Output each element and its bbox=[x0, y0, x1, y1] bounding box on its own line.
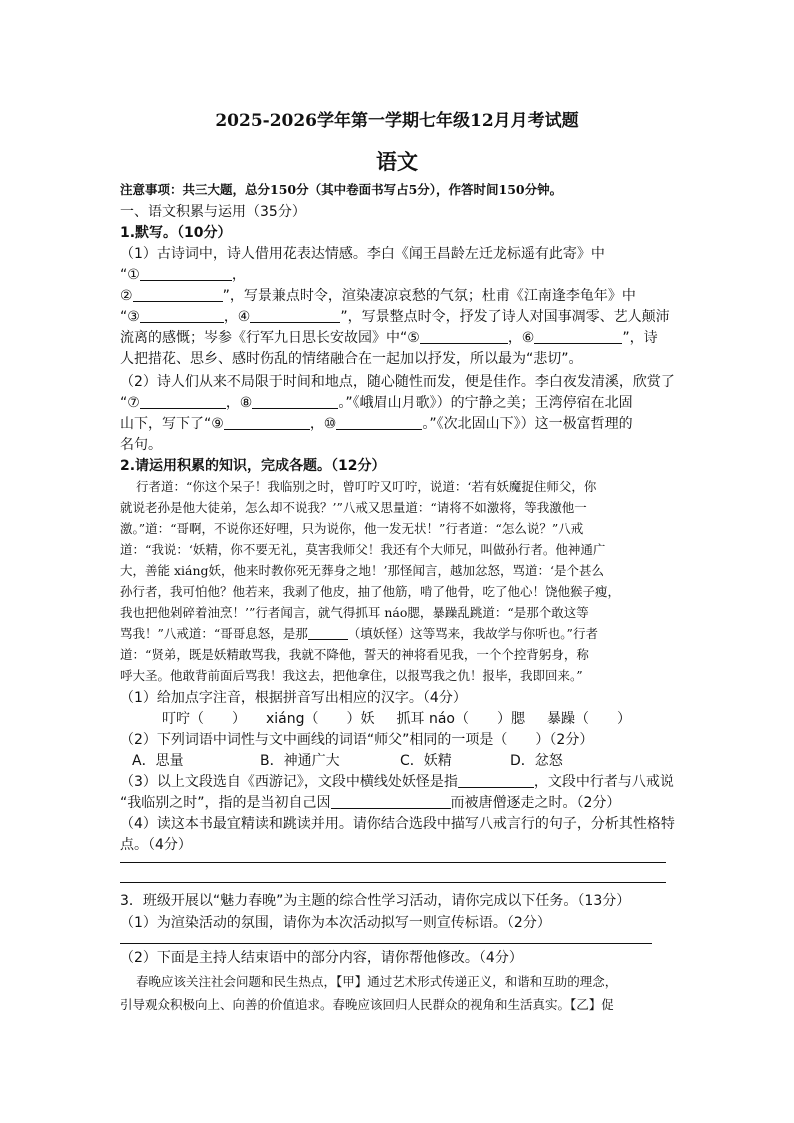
blank-label-4: ，④ bbox=[223, 309, 251, 325]
option-a[interactable]: A．思量 bbox=[132, 753, 184, 769]
q2-sub3-text-a: （3）以上文段选自《西游记》，文段中横线处妖怪是指 bbox=[120, 774, 458, 790]
q1-p2-text-a: 。”《峨眉山月歌》）的宁静之美；王湾停宿在北固 bbox=[338, 395, 633, 411]
blank-2[interactable] bbox=[133, 287, 223, 302]
slogan-answer-line[interactable] bbox=[120, 943, 652, 944]
q2-sub4-line1: （4）读这本书最宜精读和跳读并用。请你结合选段中描写八戒言行的句子，分析其性格特 bbox=[120, 816, 675, 832]
q1-p1-line1: （1）古诗词中，诗人借用花表达情感。李白《闻王昌龄左迁龙标遥有此寄》中 bbox=[120, 246, 605, 262]
q2-sub3-blank-2[interactable] bbox=[331, 794, 451, 809]
option-d[interactable]: D．忿怒 bbox=[510, 753, 563, 769]
q2-sub4-line2: 点。（4分） bbox=[120, 837, 192, 853]
answer-line-1[interactable] bbox=[120, 862, 666, 863]
blank-6[interactable] bbox=[534, 329, 622, 344]
q1-p2-line3 bbox=[120, 414, 633, 434]
passage-line-6: 孙行者，我可怕他？他若来，我剥了他皮，抽了他筋，啃了他骨，吃了他心！饶他猴子瘦， bbox=[120, 584, 621, 599]
pinyin-item-4[interactable]: 暴躁（ ） bbox=[546, 711, 631, 727]
blank-label-7: “⑦ bbox=[120, 395, 140, 411]
passage-line-4: 道：“我说：‘妖精，你不要无礼，莫害我师父！我还有个大师兄，叫做孙行者。他神通广 bbox=[120, 542, 606, 557]
blank-label-5: 流离的感慨；岑参《行军九日思长安故园》中“⑤ bbox=[120, 330, 420, 346]
q2-heading: 2.请运用积累的知识，完成各题。（12分） bbox=[120, 458, 386, 474]
q2-sub3-text-b: ，文段中行者与八戒说 bbox=[533, 774, 674, 790]
notice: 注意事项：共三大题，总分150分（其中卷面书写占5分），作答时间150分钟。 bbox=[120, 182, 563, 197]
q3-sub2: （2）下面是主持人结束语中的部分内容，请你帮他修改。（4分） bbox=[120, 950, 523, 966]
q1-p2-line2 bbox=[120, 393, 633, 413]
q3-heading: 3．班级开展以“魅力春晚”为主题的综合性学习活动，请你完成以下任务。（13分） bbox=[120, 893, 631, 909]
q2-sub3-line1 bbox=[120, 772, 674, 792]
answer-line-2[interactable] bbox=[120, 882, 666, 883]
q3-sub1: （1）为渲染活动的氛围，请你为本次活动拟写一则宣传标语。（2分） bbox=[120, 915, 551, 931]
q1-p1-text-c: ”，诗 bbox=[622, 330, 658, 346]
passage-line-3: 激。”道：“哥啊，不说你还好哩，只为说你，他一发无状！”行者道：“怎么说？”八戒 bbox=[120, 521, 584, 536]
q1-p1-text-a: ”，写景兼点时令，渲染凄凉哀愁的气氛；杜甫《江南逢李龟年》中 bbox=[222, 288, 636, 304]
exam-title: 2025-2026学年第一学期七年级12月月考试题 bbox=[215, 111, 579, 131]
blank-label-6: ，⑥ bbox=[507, 330, 535, 346]
blank-label-10: ，⑩ bbox=[309, 416, 337, 432]
q1-p1-line6: 人把措花、思乡、感时伤乱的情绪融合在一起加以抒发，所以最为“悲切”。 bbox=[120, 351, 583, 367]
blank-4[interactable] bbox=[250, 308, 340, 323]
passage-line-8b: （填妖怪）这等骂来，我故学与你听也。”行者 bbox=[347, 626, 598, 641]
passage-line-8 bbox=[120, 624, 598, 644]
passage-line-8a: 骂我！”八戒道：“哥哥息怒，是那 bbox=[120, 626, 308, 641]
q1-p1-line2: “① ， bbox=[120, 267, 246, 283]
q2-sub3-text-c: “我临别之时”，指的是当初自己因 bbox=[120, 795, 331, 811]
option-b[interactable]: B．神通广大 bbox=[260, 753, 340, 769]
blank-label-3: “③ bbox=[120, 309, 140, 325]
option-c[interactable]: C．妖精 bbox=[400, 753, 452, 769]
passage-line-7: 我也把他剁碎着油烹！’”行者闻言，就气得抓耳 náo腮，暴躁乱跳道：“是那个敢这等 bbox=[120, 605, 589, 620]
passage-line-9: 道：“贤弟，既是妖精敢骂我，我就不降他，誓天的神将看见我，一个个控背躬身，称 bbox=[120, 647, 589, 662]
subject-title: 语文 bbox=[376, 149, 418, 174]
q1-p1-line5 bbox=[120, 328, 658, 348]
blank-3[interactable] bbox=[140, 308, 224, 323]
q1-heading: 1.默写。（10分） bbox=[120, 225, 232, 241]
blank-label-9: 山下，写下了“⑨ bbox=[120, 416, 224, 432]
blank-label-8: ，⑧ bbox=[225, 395, 253, 411]
q3-passage-line-1: 春晚应该关注社会问题和民生热点，【甲】通过艺术形式传递正义，和谐和互助的理念， bbox=[136, 974, 618, 989]
pinyin-item-2[interactable]: xiáng（ ）妖 bbox=[266, 711, 375, 727]
pinyin-item-1[interactable]: 叮咛（ ） bbox=[162, 711, 246, 727]
q2-sub3-blank-1[interactable] bbox=[458, 773, 534, 788]
blank-5[interactable] bbox=[420, 329, 508, 344]
blank-9[interactable] bbox=[224, 415, 310, 430]
q2-sub3-text-d: 而被唐僧逐走之时。（2分） bbox=[450, 795, 621, 811]
blank-label-2: ② bbox=[120, 288, 133, 304]
pinyin-item-3[interactable]: 抓耳 náo（ ）腮 bbox=[396, 711, 525, 727]
q2-sub1: （1）给加点字注音，根据拼音写出相应的汉字。（4分） bbox=[120, 690, 467, 706]
q2-sub2: （2）下列词语中词性与文中画线的词语“师父”相同的一项是（ ）（2分） bbox=[120, 732, 594, 748]
section1-heading: 一、语文积累与运用（35分） bbox=[120, 204, 306, 220]
passage-line-1: 行者道：“你这个呆子！我临别之时，曾叮咛又叮咛，说道：‘若有妖魔捉住师父，你 bbox=[136, 479, 597, 494]
blank-10[interactable] bbox=[336, 415, 422, 430]
blank-1[interactable] bbox=[140, 266, 232, 281]
blank-label-1: “① bbox=[120, 267, 140, 283]
blank-8[interactable] bbox=[252, 394, 338, 409]
q1-p1-line4 bbox=[120, 307, 670, 327]
q1-p1-text-b: ”，写景整点时令，抒发了诗人对国事凋零、艺人颠沛 bbox=[340, 309, 670, 325]
q1-p2-line1: （2）诗人们从来不局限于时间和地点，随心随性而发，便是佳作。李白夜发清溪，欣赏了 bbox=[120, 374, 675, 390]
passage-line-10: 呼大圣。他敢背前面后骂我！我这去，把他拿住，以报骂我之仇！报毕，我即回来。” bbox=[120, 668, 583, 683]
q1-p1-line3 bbox=[120, 286, 636, 306]
q2-sub1-items bbox=[162, 709, 631, 729]
q2-sub3-line2 bbox=[120, 793, 620, 813]
q2-sub2-options bbox=[132, 751, 563, 771]
blank-7[interactable] bbox=[140, 394, 226, 409]
q1-p2-line4: 名句。 bbox=[120, 437, 162, 453]
passage-blank[interactable] bbox=[308, 625, 348, 640]
passage-line-5: 大，善能 xiáng妖，他来时教你死无葬身之地！’那怪闻言，越加忿怒，骂道：‘是个甚么 bbox=[120, 563, 604, 578]
q3-passage-line-2: 引导观众积极向上、向善的价值追求。春晚应该回归人民群众的视角和生活真实。【乙】促 bbox=[120, 997, 614, 1012]
q1-p2-text-b: 。”《次北固山下》）这一极富哲理的 bbox=[422, 416, 633, 432]
passage-line-2: 就说老孙是他大徒弟，怎么却不说我？’”八戒又思量道：“请将不如激将，等我激他一 bbox=[120, 500, 587, 515]
